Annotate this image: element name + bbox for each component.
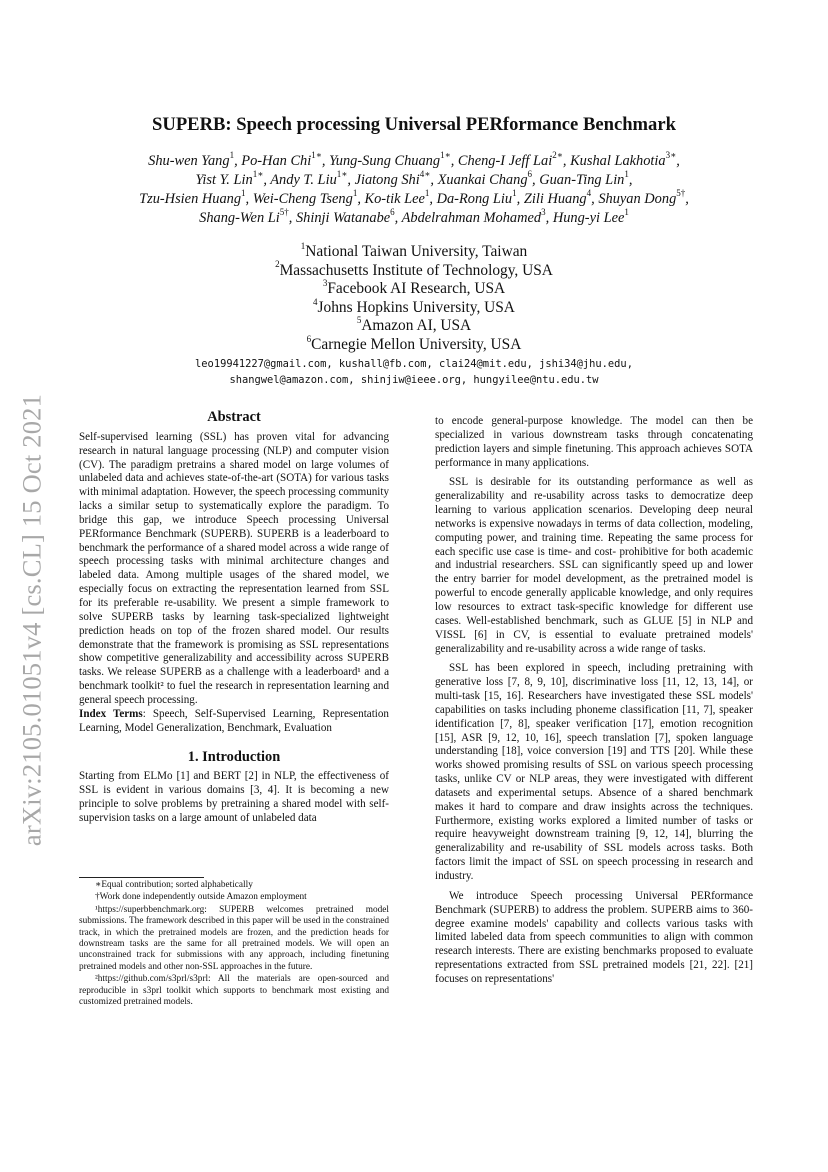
paper-title: SUPERB: Speech processing Universal PERformance Benchmark <box>152 114 676 135</box>
affiliation <box>0 240 828 262</box>
author-name: Yist Y. Lin <box>195 172 253 188</box>
author-affiliation-mark: 1 <box>241 188 246 199</box>
author-affiliation-mark: 2∗ <box>552 150 563 161</box>
arxiv-stamp <box>12 330 52 910</box>
author-name: Jiatong Shi <box>354 172 420 188</box>
author-name: Kushal Lakhotia <box>570 153 666 169</box>
author-affiliation-mark: 3∗ <box>665 150 677 161</box>
author-line: Yist Y. Lin$^{1∗}$, Andy T. Liu$^{1∗}$, Jiatong Shi$^{4∗}$, Xuankai Chang$^6$, Guan-Ting Lin$^1$, <box>195 169 633 188</box>
author-name: Zili Huang <box>523 191 587 207</box>
author-name: Po-Han Chi <box>241 153 312 169</box>
affiliation <box>0 333 828 355</box>
footnotes <box>79 880 389 1009</box>
affiliation <box>0 317 828 336</box>
affiliation-number: 1 <box>300 240 306 251</box>
author-affiliation-mark: 1∗ <box>252 169 264 180</box>
author-line: Shu-wen Yang$^1$, Po-Han Chi$^{1∗}$, Yung-Sung Chuang$^{1∗}$, Cheng-I Jeff Lai$^{2∗}$, Kushal Lakhotia$^{3∗}$, <box>148 150 680 169</box>
author-name: Yung-Sung Chuang <box>329 153 441 169</box>
author-name: Shang-Wen Li <box>199 210 280 226</box>
affiliation <box>0 280 828 299</box>
intro-heading: 1. Introduction <box>187 749 281 766</box>
author-affiliation-mark: 6 <box>390 207 395 218</box>
affiliation-number: 4 <box>313 296 318 307</box>
author-name: Tzu-Hsien Huang <box>139 191 242 207</box>
author-name: Shuyan Dong <box>598 191 677 207</box>
index-terms-text: : Speech, Self-Supervised Learning, Representation Learning, Model Generalization, Benchmark, Evaluation <box>79 707 389 734</box>
author-affiliation-mark: 1 <box>229 150 235 161</box>
intro-paragraph: Starting from ELMo [1] and BERT [2] in NLP, the effectiveness of SSL is evident in various domains [3, 4]. It is becoming a new principle to solve problems by pretraining a shared model with self-supervision tasks on a large amount of unlabeled data <box>79 770 389 824</box>
author-name: Hung-yi Lee <box>552 210 625 226</box>
arxiv-id[interactable]: arXiv:2105.01051v4 [cs.CL] 15 Oct 2021 <box>16 393 47 847</box>
footnote: ∗Equal contribution; sorted alphabetically <box>95 880 253 890</box>
author-name: Guan-Ting Lin <box>539 172 625 188</box>
author-affiliation-mark: 4 <box>586 188 592 199</box>
author-name: Xuankai Chang <box>437 172 528 188</box>
author-affiliation-mark: 5† <box>676 188 686 199</box>
abstract-text: Self-supervised learning (SSL) has proven vital for advancing research in natural language processing (NLP) and computer vision (CV). The paradigm pretrains a shared model on large volumes of unlabeled data and achieves state-of-the-art (SOTA) for various tasks with minimal adaptation. However, the speech processing community lacks a similar setup to systematically explore the paradigm. To bridge this gap, we introduce Speech processing Universal PERformance Benchmark (SUPERB). SUPERB is a leaderboard to benchmark the performance of a shared model across a wide range of speech processing tasks with minimal architecture changes and labeled data. Among multiple usages of the shared model, we especially focus on extracting the representation learned from SSL for its preferable re-usability. We present a simple framework to solve SUPERB tasks by learning task-specialized lightweight prediction heads on top of the frozen shared model. Our results demonstrate that the framework is promising as SSL representations show competitive generalizability and accessibility across SUPERB tasks. We release SUPERB as a challenge with a leaderboard¹ and a benchmark toolkit² to fuel the research in representation learning and general speech processing. <box>79 430 389 706</box>
affiliation-name: Amazon AI, USA <box>361 317 472 335</box>
intro-paragraph: SSL has been explored in speech, including pretraining with generative loss [7, 8, 9, 10], discriminative loss [11, 12, 13, 14], or multi-task [15, 16]. Researchers have investigated these SSL models' capabilities on tasks including phoneme classification [11, 7], speaker identification [7, 8], speaker verification [17], emotion recognition [15], ASR [9, 12, 10, 16], speech translation [7], spoken language understanding [18], voice conversion [19] and TTS [20]. While these works showed promising results of SSL on various speech processing tasks, unlike CV or NLP areas, they were investigated with different datasets and experimental setups. Absence of a shared benchmark makes it hard to compare and draw insights across the techniques. Furthermore, existing works explored a limited number of tasks or require heavyweight downstream training [9, 12, 14], blurring the generalizability and re-usability of SSL models across tasks. Both factors limit the impact of SSL on speech processing in research and industry. <box>435 662 753 882</box>
affiliation-name: Carnegie Mellon University, USA <box>311 335 522 353</box>
author-name: Shu-wen Yang <box>148 153 230 169</box>
author-affiliation-mark: 1 <box>424 188 430 199</box>
right-column <box>435 415 753 987</box>
author-list <box>60 152 768 228</box>
author-affiliation-mark: 6 <box>527 169 533 180</box>
affiliation <box>0 259 828 281</box>
author-affiliation-mark: 3 <box>541 207 546 218</box>
author-line: Shang-Wen $Li^{5\dagger}$, Shinji Watanabe$^6$, Abdelrahman Mohamed$^3$, Hung-yi Lee$^1$ <box>199 207 629 226</box>
email-line: leo19941227@gmail.com, kushall@fb.com, clai24@mit.edu, jshi34@jhu.edu, <box>195 358 633 370</box>
author-affiliation-mark: 5† <box>279 207 289 218</box>
index-terms-label: Index Terms <box>79 707 143 720</box>
author-affiliation-mark: 1 <box>352 188 358 199</box>
affiliation-name: National Taiwan University, Taiwan <box>305 243 528 260</box>
author-affiliation-mark: 1∗ <box>336 169 348 180</box>
intro-paragraph: SSL is desirable for its outstanding performance as well as generalizability and re-usability across tasks to democratize deep learning to various application scenarios. Developing deep neural networks is expensive nowadays in terms of data collection, modeling, computing power, and training time. Repeating the same process for each specific use case is time- and cost- prohibitive for both academic and industrial researchers. SSL can significantly speed up and lower the entry barrier for model development, as the pretrained model is powerful to encode generally applicable knowledge, and only requires low resources to extract task-specific knowledge for different use cases. Well-established benchmark, such as GLUE [5] in NLP and VISSL [6] in CV, is essential to evaluate pretrained models' generalizability and re-usability across a wide range of tasks. <box>435 476 753 655</box>
author-affiliation-mark: 1∗ <box>311 150 322 161</box>
author-name: Da-Rong Liu <box>436 191 513 207</box>
author-affiliation-mark: 1 <box>624 207 629 218</box>
footnote: †Work done independently outside Amazon employment <box>95 892 307 903</box>
left-column <box>79 411 389 826</box>
author-affiliation-mark: 4∗ <box>419 169 431 180</box>
affiliation-number: 3 <box>322 278 328 289</box>
footnote-link[interactable]: ¹https://superbbenchmark.org: SUPERB welcomes pretrained model submissions. The framework described in this paper will be used in the constrained track, in which the pretrained models are frozen, and the prediction heads for downstream tasks are the same for all pretrained models. We will open an unconstrained track for submissions with any approach, including finetuning pretrained models and other non-SSL approaches in the future. <box>79 904 389 972</box>
author-affiliation-mark: 1∗ <box>440 150 451 161</box>
affiliation-number: 2 <box>275 259 280 270</box>
affiliation-number: 5 <box>356 315 362 326</box>
author-name: Andy T. Liu <box>270 172 337 188</box>
intro-paragraph: We introduce Speech processing Universal PERformance Benchmark (SUPERB) to address the problem. SUPERB aims to 360-degree examine models' capability and collects various tasks with limited labeled data from speech communities to align with common research interests. There are existing benchmarks proposed to evaluate representations extracted from SSL pretrained models [21, 22]. [21] focuses on representations' <box>435 889 753 985</box>
author-affiliation-mark: 1 <box>624 169 629 180</box>
email-line: shangwel@amazon.com, shinjiw@ieee.org, hungyilee@ntu.edu.tw <box>229 373 599 386</box>
index-terms <box>79 708 389 736</box>
author-name: Ko-tik Lee <box>364 191 425 207</box>
affiliation <box>0 296 828 318</box>
author-name: Abdelrahman Mohamed <box>401 210 542 226</box>
affiliation-number: 6 <box>306 333 312 344</box>
intro-paragraph: to encode general-purpose knowledge. The model can then be specialized in various downstream tasks through concatenating prediction layers and simple finetuning. This approach achieves SOTA performance in many applications. <box>435 415 753 469</box>
footnote-rule <box>79 877 204 878</box>
affiliation-name: Facebook AI Research, USA <box>327 280 506 298</box>
affiliation-name: Johns Hopkins University, USA <box>317 298 515 316</box>
footnote-link[interactable]: ²https://github.com/s3prl/s3prl: All the materials are open-sourced and reproducible in s3prl toolkit which supports to benchmark most existing and customized pretrained models. <box>79 974 389 1008</box>
author-name: Cheng-I Jeff Lai <box>457 153 553 169</box>
author-name: Wei-Cheng Tseng <box>252 191 353 207</box>
author-name: Shinji Watanabe <box>295 210 391 226</box>
author-line: Tzu-Hsien Huang$^1$, Wei-Cheng Tseng$^1$, Ko-tik Lee$^1$, Da-Rong Liu$^1$, Zili Huang$^4$, Shuyan Dong$^{5\dagger}$, <box>139 188 689 207</box>
email-list <box>0 357 828 388</box>
affiliation-list <box>0 240 828 355</box>
affiliation-name: Massachusetts Institute of Technology, USA <box>279 261 553 279</box>
author-affiliation-mark: 1 <box>512 188 517 199</box>
abstract-heading: Abstract <box>207 409 261 425</box>
